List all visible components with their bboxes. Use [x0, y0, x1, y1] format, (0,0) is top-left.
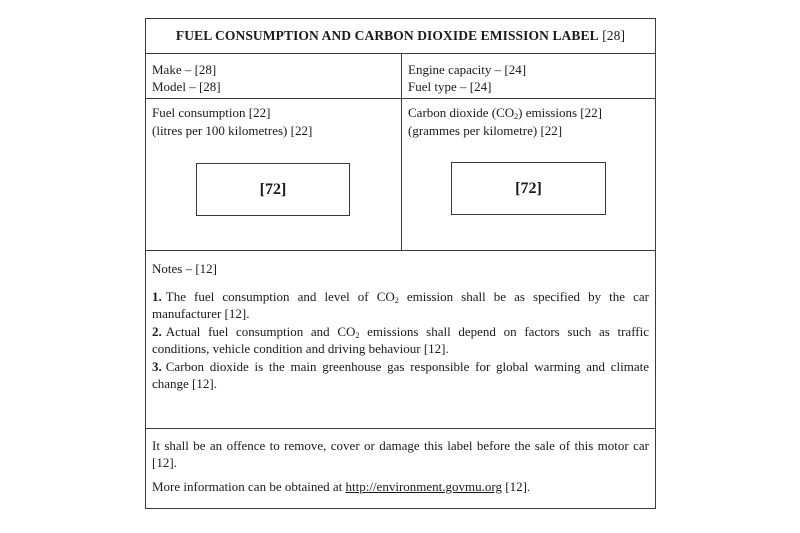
fuel-type-field: Fuel type – [24]: [408, 79, 492, 94]
label-title-text: FUEL CONSUMPTION AND CARBON DIOXIDE EMISSION LABEL: [175, 28, 599, 43]
note-item: [152, 323, 649, 357]
fuel-emission-label: [145, 18, 656, 509]
note-subscript: 2: [355, 331, 360, 340]
notes-section: [146, 251, 655, 429]
note-number: 1.: [152, 289, 162, 304]
note-subscript: 2: [394, 296, 399, 305]
offence-notice: It shall be an offence to remove, cover or damage this label before the sale of this motor car [12].: [152, 438, 649, 470]
co2-emissions-value-box: [451, 162, 606, 215]
more-info-ref: [12].: [501, 479, 531, 494]
fuel-consumption-value-box: [196, 163, 350, 216]
more-info-line: [152, 478, 649, 495]
co2-subscript: 2: [514, 112, 519, 121]
co2-emissions-unit: (grammes per kilometre) [22]: [408, 123, 563, 138]
note-text-cont: emission shall be as specified by the car manufacturer [12].: [152, 289, 649, 321]
co2-label-pre: Carbon dioxide (CO: [408, 105, 515, 120]
note-text: The fuel consumption and level of CO: [165, 289, 395, 304]
consumption-emission-row: [146, 99, 655, 251]
more-info-text: More information can be obtained at: [152, 479, 346, 494]
note-text: Actual fuel consumption and CO: [165, 324, 356, 339]
make-field: Make – [28]: [152, 62, 217, 77]
label-title-ref: [28]: [602, 28, 626, 43]
notes-list: [152, 288, 649, 393]
co2-emissions-value: [72]: [515, 179, 542, 197]
note-number: 2.: [152, 324, 162, 339]
note-text-cont: emissions shall depend on factors such as traffic conditions, vehicle condition and driving behaviour [12].: [152, 324, 650, 356]
note-text: Carbon dioxide is the main greenhouse gas responsible for global warming and climate change [12].: [152, 359, 649, 391]
note-item: [152, 358, 649, 392]
notes-heading: Notes – [12]: [152, 261, 217, 276]
environment-website-link[interactable]: http://environment.govmu.org: [345, 479, 502, 494]
column-divider: [401, 99, 402, 250]
co2-emissions-label: [408, 104, 602, 121]
fuel-consumption-label: Fuel consumption [22]: [152, 105, 271, 120]
label-title-row: [146, 19, 655, 54]
note-item: [152, 288, 649, 322]
fuel-consumption-value: [72]: [259, 180, 287, 198]
fuel-consumption-unit: (litres per 100 kilometres) [22]: [152, 123, 313, 138]
co2-label-post: ) emissions [22]: [518, 105, 602, 120]
footer-section: [146, 429, 655, 510]
column-divider: [401, 54, 402, 98]
note-number: 3.: [152, 359, 162, 374]
model-field: Model – [28]: [152, 79, 221, 94]
label-title: [146, 28, 655, 44]
engine-capacity-field: Engine capacity – [24]: [408, 62, 527, 77]
make-model-row: [146, 54, 655, 99]
